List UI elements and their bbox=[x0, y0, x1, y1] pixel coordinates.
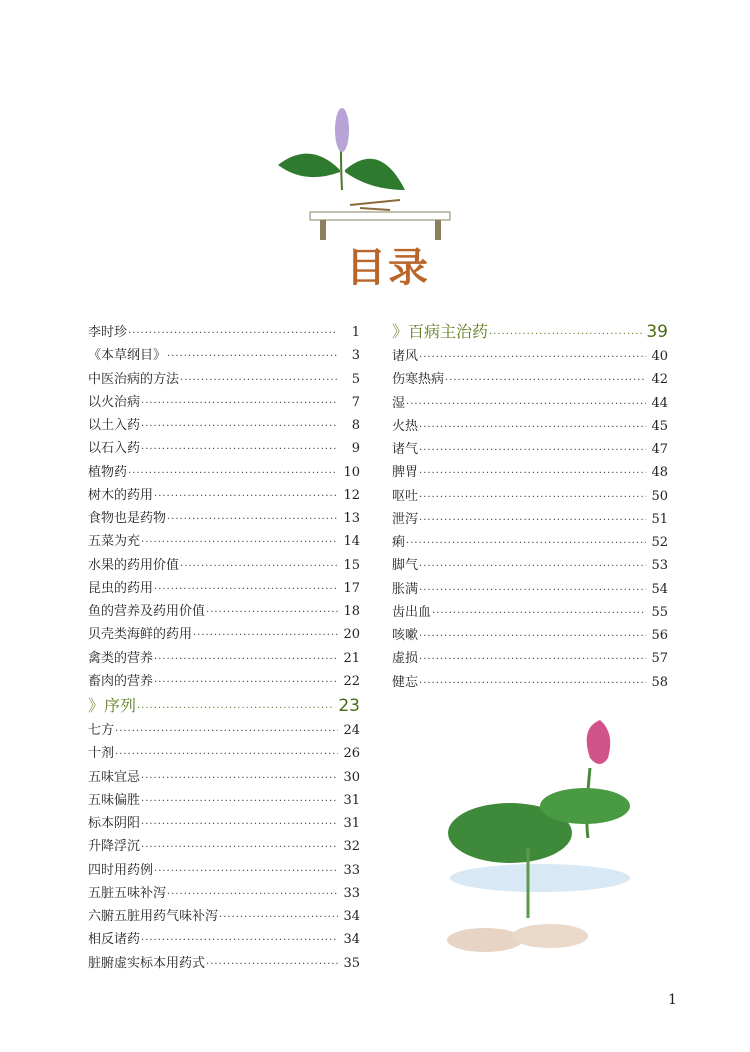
entry-page-number: 10 bbox=[343, 464, 360, 480]
entry-title: 呕吐 bbox=[392, 488, 419, 504]
dot-leader bbox=[115, 726, 338, 737]
toc-left-column bbox=[88, 321, 360, 975]
entry-title: 健忘 bbox=[392, 674, 419, 690]
entry-page-number: 14 bbox=[343, 534, 360, 550]
entry-title: 标本阴阳 bbox=[88, 816, 141, 831]
toc-entry[interactable] bbox=[392, 438, 668, 461]
toc-entry[interactable] bbox=[88, 368, 360, 391]
dot-leader bbox=[141, 796, 338, 807]
entry-page-number: 32 bbox=[343, 839, 360, 855]
toc-entry[interactable] bbox=[392, 485, 668, 508]
entry-title: 胀满 bbox=[392, 581, 419, 597]
entry-page-number: 52 bbox=[651, 535, 668, 550]
entry-page-number: 17 bbox=[343, 580, 360, 596]
entry-title: 相反诸药 bbox=[88, 932, 141, 948]
toc-entry[interactable] bbox=[88, 321, 360, 344]
entry-page-number: 22 bbox=[343, 673, 360, 689]
entry-page-number: 35 bbox=[343, 955, 360, 971]
entry-title: 鱼的营养及药用价值 bbox=[88, 604, 206, 619]
herb-plant-illustration bbox=[270, 100, 455, 250]
toc-entry[interactable] bbox=[392, 624, 668, 647]
entry-title: 植物药 bbox=[88, 464, 128, 480]
dot-leader bbox=[141, 537, 338, 548]
dot-leader bbox=[115, 749, 338, 760]
dot-leader bbox=[154, 677, 338, 688]
toc-entry[interactable] bbox=[88, 623, 360, 646]
toc-entry[interactable] bbox=[88, 719, 360, 742]
dot-leader bbox=[419, 678, 646, 689]
dot-leader bbox=[137, 703, 334, 714]
entry-page-number: 56 bbox=[651, 628, 668, 643]
entry-title: 脚气 bbox=[392, 558, 419, 574]
lotus-illustration bbox=[440, 718, 640, 958]
toc-entry[interactable] bbox=[88, 789, 360, 812]
toc-entry[interactable] bbox=[392, 531, 668, 554]
toc-entry[interactable] bbox=[88, 554, 360, 577]
entry-page-number: 9 bbox=[351, 441, 360, 457]
dot-leader bbox=[206, 959, 338, 970]
entry-page-number: 34 bbox=[343, 932, 360, 948]
entry-page-number: 39 bbox=[646, 322, 668, 342]
toc-entry[interactable] bbox=[392, 647, 668, 670]
entry-page-number: 51 bbox=[651, 511, 668, 527]
dot-leader bbox=[419, 515, 646, 526]
dot-leader bbox=[219, 912, 338, 923]
page-number: 1 bbox=[668, 992, 677, 1008]
dot-leader bbox=[180, 375, 338, 386]
toc-entry[interactable] bbox=[88, 484, 360, 507]
toc-entry[interactable] bbox=[88, 414, 360, 437]
dot-leader bbox=[419, 352, 646, 363]
entry-title: 昆虫的药用 bbox=[88, 580, 154, 596]
entry-title: 虚损 bbox=[392, 651, 419, 667]
toc-entry[interactable] bbox=[88, 577, 360, 600]
entry-title: 《本草纲目》 bbox=[88, 348, 167, 364]
entry-page-number: 50 bbox=[651, 488, 668, 504]
entry-page-number: 47 bbox=[651, 442, 668, 457]
toc-entry[interactable] bbox=[88, 859, 360, 882]
dot-leader bbox=[419, 654, 646, 665]
dot-leader bbox=[128, 328, 338, 339]
entry-title: 脏腑虚实标本用药式 bbox=[88, 955, 206, 971]
dot-leader bbox=[489, 329, 642, 340]
entry-title: 六腑五脏用药气味补泻 bbox=[88, 909, 219, 924]
toc-entry[interactable] bbox=[88, 742, 360, 765]
dot-leader bbox=[406, 538, 646, 549]
toc-entry[interactable] bbox=[392, 671, 668, 694]
entry-title: 七方 bbox=[88, 723, 115, 738]
dot-leader bbox=[419, 492, 646, 503]
entry-page-number: 1 bbox=[351, 325, 360, 340]
dot-leader bbox=[419, 561, 646, 572]
dot-leader bbox=[445, 375, 646, 386]
dot-leader bbox=[419, 468, 646, 479]
entry-page-number: 23 bbox=[338, 696, 360, 716]
dot-leader bbox=[193, 630, 338, 641]
entry-page-number: 33 bbox=[343, 862, 360, 878]
dot-leader bbox=[167, 889, 338, 900]
toc-entry[interactable] bbox=[88, 600, 360, 623]
entry-page-number: 57 bbox=[651, 651, 668, 667]
entry-page-number: 30 bbox=[343, 769, 360, 785]
entry-page-number: 34 bbox=[343, 909, 360, 924]
entry-title: 畜肉的营养 bbox=[88, 673, 154, 689]
toc-entry[interactable] bbox=[392, 368, 668, 391]
entry-title: 水果的药用价值 bbox=[88, 557, 180, 573]
entry-title: 火热 bbox=[392, 418, 419, 434]
entry-page-number: 40 bbox=[651, 349, 668, 364]
entry-page-number: 24 bbox=[343, 723, 360, 738]
toc-entry[interactable] bbox=[88, 507, 360, 530]
entry-title: 升降浮沉 bbox=[88, 839, 141, 855]
toc-entry[interactable] bbox=[88, 812, 360, 835]
toc-entry[interactable] bbox=[88, 835, 360, 858]
entry-title: 痢 bbox=[392, 535, 406, 550]
entry-page-number: 55 bbox=[651, 604, 668, 620]
entry-title: 》百病主治药 bbox=[392, 322, 489, 341]
toc-entry[interactable] bbox=[392, 601, 668, 624]
page-title: 目录 bbox=[346, 245, 430, 291]
toc-entry[interactable] bbox=[88, 391, 360, 414]
dot-leader bbox=[167, 514, 338, 525]
dot-leader bbox=[180, 561, 338, 572]
entry-title: 湿 bbox=[392, 395, 406, 411]
dot-leader bbox=[432, 608, 646, 619]
entry-page-number: 3 bbox=[351, 348, 360, 364]
entry-title: 贝壳类海鲜的药用 bbox=[88, 627, 193, 643]
toc-entry[interactable] bbox=[392, 554, 668, 577]
entry-title: 》序列 bbox=[88, 696, 137, 715]
dot-leader bbox=[141, 398, 338, 409]
entry-page-number: 42 bbox=[651, 372, 668, 388]
entry-page-number: 48 bbox=[651, 465, 668, 481]
dot-leader bbox=[141, 842, 338, 853]
entry-title: 咳嗽 bbox=[392, 628, 419, 643]
entry-page-number: 21 bbox=[343, 650, 360, 666]
dot-leader bbox=[141, 421, 338, 432]
toc-right-column bbox=[392, 319, 668, 694]
entry-page-number: 20 bbox=[343, 627, 360, 643]
entry-title: 脾胃 bbox=[392, 465, 419, 481]
dot-leader bbox=[154, 866, 338, 877]
entry-title: 诸风 bbox=[392, 349, 419, 364]
entry-title: 齿出血 bbox=[392, 604, 432, 620]
entry-title: 五味宜忌 bbox=[88, 769, 141, 785]
entry-title: 四时用药例 bbox=[88, 862, 154, 878]
dot-leader bbox=[141, 819, 338, 830]
toc-entry[interactable] bbox=[88, 344, 360, 367]
entry-page-number: 7 bbox=[351, 394, 360, 410]
toc-entry[interactable] bbox=[392, 415, 668, 438]
entry-page-number: 58 bbox=[651, 674, 668, 690]
dot-leader bbox=[419, 631, 646, 642]
entry-title: 泄泻 bbox=[392, 511, 419, 527]
toc-section-heading[interactable] bbox=[392, 319, 668, 345]
toc-entry[interactable] bbox=[392, 461, 668, 484]
toc-entry[interactable] bbox=[88, 882, 360, 905]
dot-leader bbox=[406, 399, 646, 410]
toc-entry[interactable] bbox=[88, 437, 360, 460]
entry-page-number: 12 bbox=[343, 487, 360, 503]
entry-page-number: 53 bbox=[651, 558, 668, 574]
toc-entry[interactable] bbox=[392, 392, 668, 415]
entry-title: 十剂 bbox=[88, 746, 115, 762]
entry-title: 以火治病 bbox=[88, 394, 141, 410]
entry-page-number: 31 bbox=[343, 792, 360, 808]
entry-page-number: 45 bbox=[651, 418, 668, 434]
entry-page-number: 18 bbox=[343, 604, 360, 619]
entry-title: 五味偏胜 bbox=[88, 792, 141, 808]
dot-leader bbox=[141, 444, 338, 455]
toc-entry[interactable] bbox=[88, 766, 360, 789]
entry-title: 中医治病的方法 bbox=[88, 371, 180, 387]
entry-title: 五脏五味补泻 bbox=[88, 885, 167, 901]
entry-page-number: 13 bbox=[343, 511, 360, 526]
toc-entry[interactable] bbox=[392, 345, 668, 368]
entry-page-number: 54 bbox=[651, 581, 668, 597]
entry-title: 树木的药用 bbox=[88, 487, 154, 503]
entry-title: 五菜为充 bbox=[88, 534, 141, 550]
entry-title: 以土入药 bbox=[88, 418, 141, 433]
dot-leader bbox=[154, 491, 338, 502]
entry-page-number: 31 bbox=[343, 816, 360, 831]
dot-leader bbox=[419, 585, 646, 596]
entry-page-number: 44 bbox=[651, 395, 668, 411]
toc-section-heading[interactable] bbox=[88, 693, 360, 719]
toc-entry[interactable] bbox=[88, 461, 360, 484]
toc-entry[interactable] bbox=[88, 905, 360, 928]
entry-title: 诸气 bbox=[392, 442, 419, 457]
toc-entry[interactable] bbox=[88, 530, 360, 553]
entry-page-number: 15 bbox=[343, 557, 360, 573]
dot-leader bbox=[141, 935, 338, 946]
toc-entry[interactable] bbox=[88, 928, 360, 951]
toc-entry[interactable] bbox=[392, 578, 668, 601]
entry-page-number: 8 bbox=[351, 418, 360, 433]
entry-title: 李时珍 bbox=[88, 325, 128, 340]
dot-leader bbox=[206, 607, 338, 618]
entry-title: 禽类的营养 bbox=[88, 650, 154, 666]
entry-page-number: 26 bbox=[343, 746, 360, 762]
toc-entry[interactable] bbox=[88, 670, 360, 693]
dot-leader bbox=[128, 468, 338, 479]
entry-title: 以石入药 bbox=[88, 441, 141, 457]
toc-entry[interactable] bbox=[88, 952, 360, 975]
entry-page-number: 5 bbox=[351, 371, 360, 387]
dot-leader bbox=[154, 654, 338, 665]
dot-leader bbox=[154, 584, 338, 595]
entry-page-number: 33 bbox=[343, 885, 360, 901]
dot-leader bbox=[141, 773, 338, 784]
toc-entry[interactable] bbox=[88, 647, 360, 670]
dot-leader bbox=[419, 445, 646, 456]
toc-entry[interactable] bbox=[392, 508, 668, 531]
dot-leader bbox=[419, 422, 646, 433]
entry-title: 食物也是药物 bbox=[88, 511, 167, 526]
dot-leader bbox=[167, 351, 338, 362]
entry-title: 伤寒热病 bbox=[392, 372, 445, 388]
